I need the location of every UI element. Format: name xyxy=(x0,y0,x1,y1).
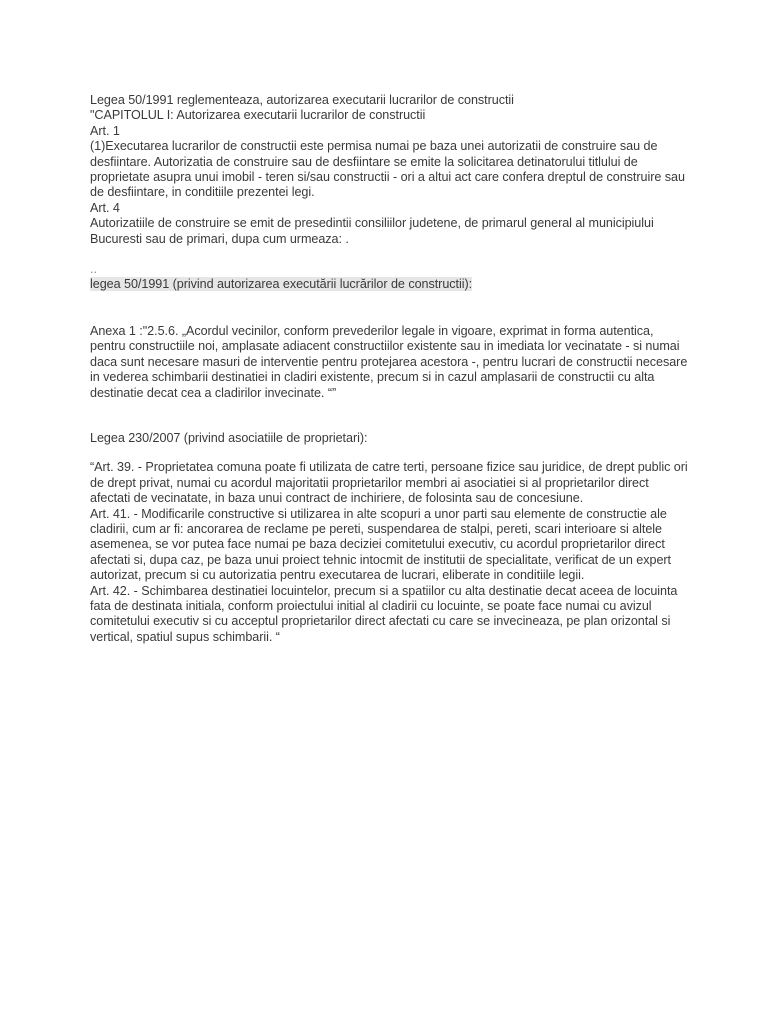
art-1-heading: Art. 1 xyxy=(90,123,120,138)
art-4-text: Autorizatiile de construire se emit de presedintii consiliilor judetene, de primarul general al municipiului Bucuresti sau de primari, dupa cum urmeaza: . xyxy=(90,216,654,246)
art-39-paragraph: “Art. 39. - Proprietatea comuna poate fi utilizata de catre terti, persoane fizice sau juridice, de drept public ori de drept privat, numai cu acordul majoritatii proprietarilor membri ai asociatiei si al proprietarilor direct afectati de vecinatate, in baza unui contract de inchiriere, de folosinta sau de concesiune. xyxy=(90,460,688,506)
ellipsis-dots: .. xyxy=(90,262,97,277)
chapter-heading: "CAPITOLUL I: Autorizarea executarii lucrarilor de constructii xyxy=(90,108,426,123)
art-1-text: (1)Executarea lucrarilor de constructii este permisa numai pe baza unei autorizatii de construire sau de desfiintare. Autorizatia de construire sau de desfiintare se emite la solicitarea detinatorului titlului de proprietate asupra unui imobil - teren si/sau constructii - ori a altui act care confera dreptul de construire sau de desfiintare, in conditiile prezentei legi. xyxy=(90,139,685,200)
law-230-title: Legea 230/2007 (privind asociatiile de proprietari): xyxy=(90,430,368,445)
art-42-paragraph: Art. 42. - Schimbarea destinatiei locuintelor, precum si a spatiilor cu alta destinatie decat aceea de locuinta fata de destinata initiala, conform proiectului initial al cladirii cu locuinte, se poate face numai cu avizul comitetului executiv si cu acceptul proprietarilor direct afectati cu care se invecineaza, pe plan orizontal si vertical, spatiul supus schimbarii. “ xyxy=(90,583,678,644)
document-body xyxy=(90,93,690,645)
art-4-heading: Art. 4 xyxy=(90,200,120,215)
art-41-paragraph: Art. 41. - Modificarile constructive si utilizarea in alte scopuri a unor parti sau elemente de constructie ale cladirii, cum ar fi: ancorarea de reclame pe pereti, suspendarea de stalpi, pereti, scari interioare si altele asemenea, se vor putea face numai pe baza deciziei comitetului executiv, cu acordul proprietarilor direct afectati si, dupa caz, pe baza unui proiect tehnic intocmit de institutii de specialitate, verificat de un expert autorizat, precum si cu autorizatia pentru executarea de lucrari, eliberate in conditiile legii. xyxy=(90,506,671,583)
intro-line-1: Legea 50/1991 reglementeaza, autorizarea executarii lucrarilor de constructii xyxy=(90,93,514,107)
spacer xyxy=(90,446,690,460)
highlighted-law-text: legea 50/1991 (privind autorizarea executării lucrărilor de constructii): xyxy=(90,277,473,292)
highlighted-law-line xyxy=(90,277,690,292)
spacer xyxy=(90,247,690,262)
spacer xyxy=(90,401,690,431)
spacer xyxy=(90,293,690,324)
anexa-paragraph: Anexa 1 :"2.5.6. „Acordul vecinilor, conform prevederilor legale in vigoare, exprimat in forma autentica, pentru constructiile noi, amplasate adiacent constructiilor existente sau in imediata lor vecinatate - si numai daca sunt necesare masuri de interventie pentru protejarea acestora -, pentru lucrari de constructii necesare in vederea schimbarii destinatiei in cladiri existente, precum si in cazul amplasarii de constructii cu alta destinatie decat cea a cladirilor invecinate. “” xyxy=(90,323,688,400)
